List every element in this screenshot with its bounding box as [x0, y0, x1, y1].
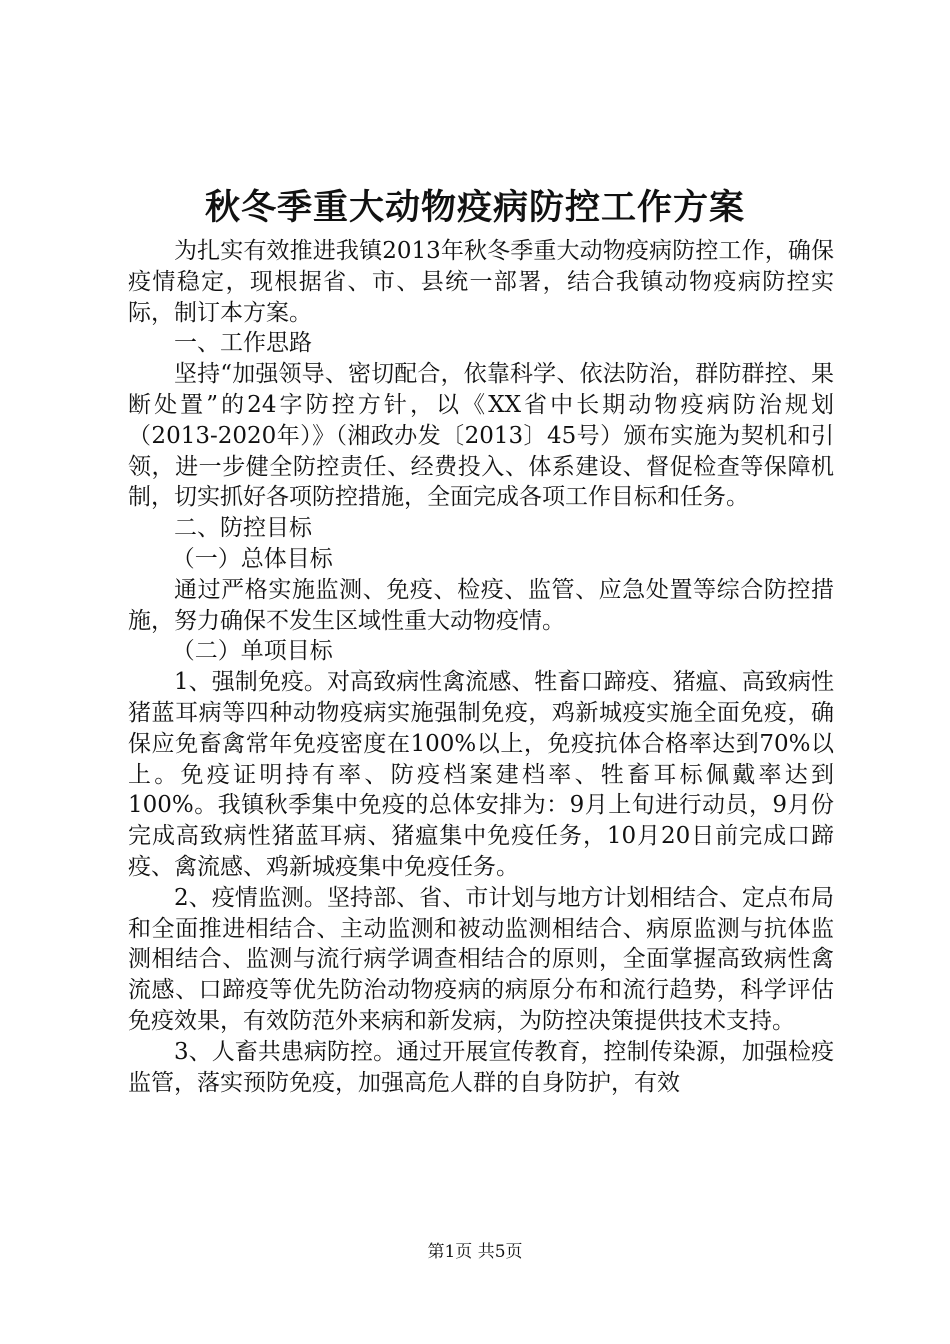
- section-heading-targets: 二、防控目标: [174, 515, 312, 542]
- zoonosis-control-paragraph: 3、人畜共患病防控。通过开展宣传教育，控制传染源，加强检疫监管，落实预防免疫，加强高危人群的自身防护，有效: [128, 1038, 834, 1096]
- work-ideas-paragraph: 坚持“加强领导、密切配合，依靠科学、依法防治，群防群控、果断处置”的24字防控方针，以《XX省中长期动物疫病防治规划（2013-2020年）》（湘政办发〔2013〕45号）颁布实施为契机和引领，进一步健全防控责任、经费投入、体系建设、督促检查等保障机制，切实抓好各项防控措施，全面完成各项工作目标和任务。: [128, 361, 834, 511]
- section-heading-work-ideas: 一、工作思路: [174, 330, 312, 357]
- page-number-footer: 第1页 共5页: [427, 1242, 523, 1262]
- document-title: 秋冬季重大动物疫病防控工作方案: [204, 187, 745, 228]
- epidemic-monitoring-paragraph: 2、疫情监测。坚持部、省、市计划与地方计划相结合、定点布局和全面推进相结合、主动监测和被动监测相结合、病原监测与抗体监测相结合、监测与流行病学调查相结合的原则，全面掌握高致病性禽流感、口蹄疫等优先防治动物疫病的病原分布和流行趋势，科学评估免疫效果，有效防范外来病和新发病，为防控决策提供技术支持。: [128, 884, 834, 1034]
- mandatory-immunization-paragraph: 1、强制免疫。对高致病性禽流感、牲畜口蹄疫、猪瘟、高致病性猪蓝耳病等四种动物疫病实施强制免疫，鸡新城疫实施全面免疫，确保应免畜禽常年免疫密度在100%以上，免疫抗体合格率达到70%以上。免疫证明持有率、防疫档案建档率、牲畜耳标佩戴率达到100%。我镇秋季集中免疫的总体安排为：9月上旬进行动员，9月份完成高致病性猪蓝耳病、猪瘟集中免疫任务，10月20日前完成口蹄疫、禽流感、鸡新城疫集中免疫任务。: [128, 669, 834, 880]
- subsection-heading-overall: （一）总体目标: [171, 545, 333, 572]
- subsection-heading-individual: （二）单项目标: [171, 638, 333, 665]
- intro-paragraph: 为扎实有效推进我镇2013年秋冬季重大动物疫病防控工作，确保疫情稳定，现根据省、市、县统一部署，结合我镇动物疫病防控实际，制订本方案。: [128, 238, 834, 326]
- overall-target-paragraph: 通过严格实施监测、免疫、检疫、监管、应急处置等综合防控措施，努力确保不发生区域性重大动物疫情。: [128, 576, 834, 634]
- document-body: [128, 236, 834, 1098]
